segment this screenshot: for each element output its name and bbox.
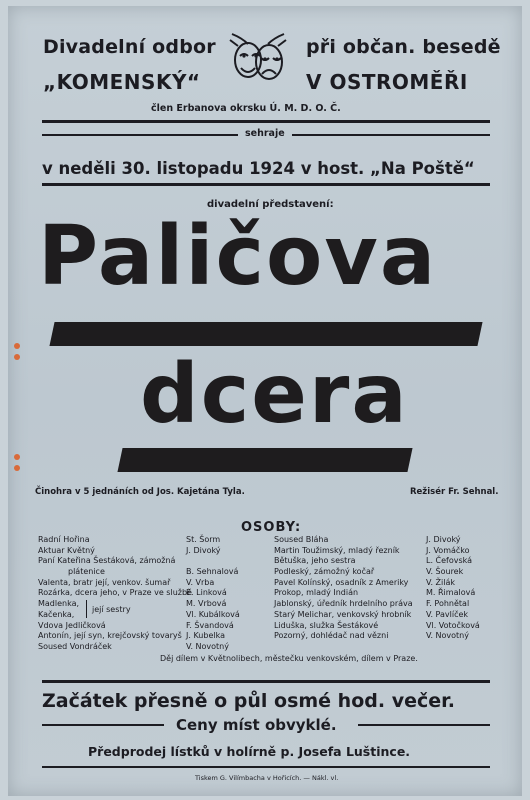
cast-actor: B. Sehnalová bbox=[186, 567, 239, 577]
header-right-line1: při občan. besedě bbox=[306, 36, 501, 58]
date-underline bbox=[42, 183, 490, 186]
list-item bbox=[38, 556, 278, 567]
cast-role: Jablonský, úředník hrdelního práva bbox=[274, 599, 413, 609]
cast-actor: V. Šourek bbox=[426, 567, 464, 577]
cast-role: Martin Toužimský, mladý řezník bbox=[274, 545, 400, 555]
member-line: člen Erbanova okrsku Ú. M. D. O. Č. bbox=[151, 103, 341, 114]
divadelni-predstaveni: divadelní představení: bbox=[207, 199, 334, 210]
start-line: Začátek přesně o půl osmé hod. večer. bbox=[42, 690, 455, 712]
divider-bottom-mid-left bbox=[42, 724, 164, 726]
cast-actor: M. Řimalová bbox=[426, 588, 476, 598]
printer-line: Tiskem G. Vilímbacha v Hořicích. — Nákl. vl. bbox=[195, 774, 339, 782]
list-item bbox=[274, 567, 518, 578]
cast-actor: St. Šorm bbox=[186, 535, 221, 544]
list-item bbox=[274, 535, 518, 546]
header-right-line2: V OSTROMĚŘI bbox=[306, 70, 468, 94]
cast-role: plátenice bbox=[68, 567, 105, 577]
cast-actor: V. Novotný bbox=[426, 631, 469, 641]
title-stripe-1 bbox=[49, 322, 482, 346]
cast-role: Kačenka, bbox=[38, 609, 75, 619]
cast-actor: V. Žilák bbox=[426, 577, 455, 587]
divider-top bbox=[42, 120, 490, 123]
cast-actor: Vl. Votočková bbox=[426, 620, 480, 630]
punch-hole-icon bbox=[14, 343, 20, 349]
cast-role: Pozorný, dohlédač nad vězni bbox=[274, 631, 389, 641]
list-item bbox=[38, 642, 278, 653]
divider-bottom-end bbox=[42, 766, 490, 768]
punch-hole-icon bbox=[14, 354, 20, 360]
theatre-masks-logo bbox=[226, 26, 290, 92]
punch-hole-icon bbox=[14, 465, 20, 471]
title-line1: Paličova bbox=[38, 209, 438, 304]
sehraje-label: sehraje bbox=[245, 128, 285, 139]
cast-actor: F. Švandová bbox=[186, 620, 234, 630]
cast-actor: E. Linková bbox=[186, 588, 227, 598]
title-line2: dcera bbox=[140, 347, 409, 442]
play-info: Činohra v 5 jednáních od Jos. Kajetána Tyla. bbox=[35, 487, 245, 497]
list-item bbox=[274, 578, 518, 589]
divider-bottom-mid-right bbox=[358, 724, 490, 726]
cast-actor: V. Novotný bbox=[186, 641, 229, 651]
cast-actor: J. Divoký bbox=[426, 535, 461, 544]
list-item bbox=[38, 621, 278, 632]
list-item bbox=[38, 610, 278, 621]
list-item bbox=[38, 599, 278, 610]
list-item bbox=[274, 610, 518, 621]
divider-sehraje-right bbox=[292, 134, 490, 136]
header-left-line2: „KOMENSKÝ“ bbox=[43, 70, 201, 94]
cast-actor: M. Vrbová bbox=[186, 599, 227, 609]
cast-role: Valenta, bratr její, venkov. šumař bbox=[38, 577, 171, 587]
director: Režisér Fr. Sehnal. bbox=[410, 487, 499, 497]
cast-left-list bbox=[38, 535, 278, 653]
setting-line: Děj dílem v Květnolibech, městečku venkovském, dílem v Praze. bbox=[160, 654, 418, 663]
list-item bbox=[274, 556, 518, 567]
cast-role: Liduška, služka Šestákové bbox=[274, 620, 379, 630]
cast-role: Starý Melichar, venkovský hrobník bbox=[274, 609, 412, 619]
presale-line: Předprodej lístků v holírně p. Josefa Luštince. bbox=[88, 744, 411, 759]
cast-role: Antonín, její syn, krejčovský tovaryš bbox=[38, 631, 182, 641]
prices-line: Ceny míst obvyklé. bbox=[176, 716, 337, 734]
cast-actor: J. Divoký bbox=[186, 545, 221, 555]
cast-actor: F. Pohnětal bbox=[426, 599, 470, 609]
list-item bbox=[274, 631, 518, 642]
divider-bottom-top bbox=[42, 680, 490, 683]
title-stripe-2 bbox=[117, 448, 412, 472]
list-item bbox=[274, 546, 518, 557]
sisters-bracket bbox=[86, 600, 91, 618]
cast-role: Bětuška, jeho sestra bbox=[274, 556, 356, 566]
list-item bbox=[274, 599, 518, 610]
cast-role: Paní Kateřina Šestáková, zámožná bbox=[38, 556, 176, 566]
list-item bbox=[38, 588, 278, 599]
list-item bbox=[38, 578, 278, 589]
list-item bbox=[38, 567, 278, 578]
header-left-line1: Divadelní odbor bbox=[43, 36, 216, 58]
list-item bbox=[38, 535, 278, 546]
cast-actor: J. Kubelka bbox=[186, 631, 225, 641]
list-item bbox=[274, 588, 518, 599]
punch-hole-icon bbox=[14, 454, 20, 460]
cast-role: Prokop, mladý Indián bbox=[274, 588, 359, 598]
cast-role: Soused Vondráček bbox=[38, 641, 112, 651]
poster-sheet bbox=[8, 6, 522, 796]
list-item bbox=[38, 631, 278, 642]
jeji-sestry: její sestry bbox=[92, 605, 131, 614]
date-line: v neděli 30. listopadu 1924 v host. „Na Poště“ bbox=[42, 159, 475, 178]
cast-role: Soused Bláha bbox=[274, 535, 329, 544]
list-item bbox=[274, 621, 518, 632]
cast-actor: L. Čefovská bbox=[426, 556, 473, 566]
cast-role: Rozárka, dcera jeho, v Praze ve službě bbox=[38, 588, 192, 598]
cast-actor: J. Vomáčko bbox=[426, 545, 470, 555]
cast-right-list bbox=[274, 535, 518, 642]
cast-role: Aktuar Květný bbox=[38, 545, 95, 555]
cast-role: Vdova Jedličková bbox=[38, 620, 106, 630]
cast-role: Podleský, zámožný kočař bbox=[274, 567, 375, 577]
cast-role: Radní Hořina bbox=[38, 535, 90, 544]
osoby-heading: OSOBY: bbox=[241, 520, 302, 535]
cast-actor: Vl. Kubálková bbox=[186, 609, 240, 619]
cast-role: Pavel Kolínský, osadník z Ameriky bbox=[274, 577, 409, 587]
cast-role: Madlenka, bbox=[38, 599, 80, 609]
divider-sehraje-left bbox=[42, 134, 238, 136]
list-item bbox=[38, 546, 278, 557]
cast-actor: V. Vrba bbox=[186, 577, 215, 587]
cast-actor: V. Pavlíček bbox=[426, 609, 469, 619]
